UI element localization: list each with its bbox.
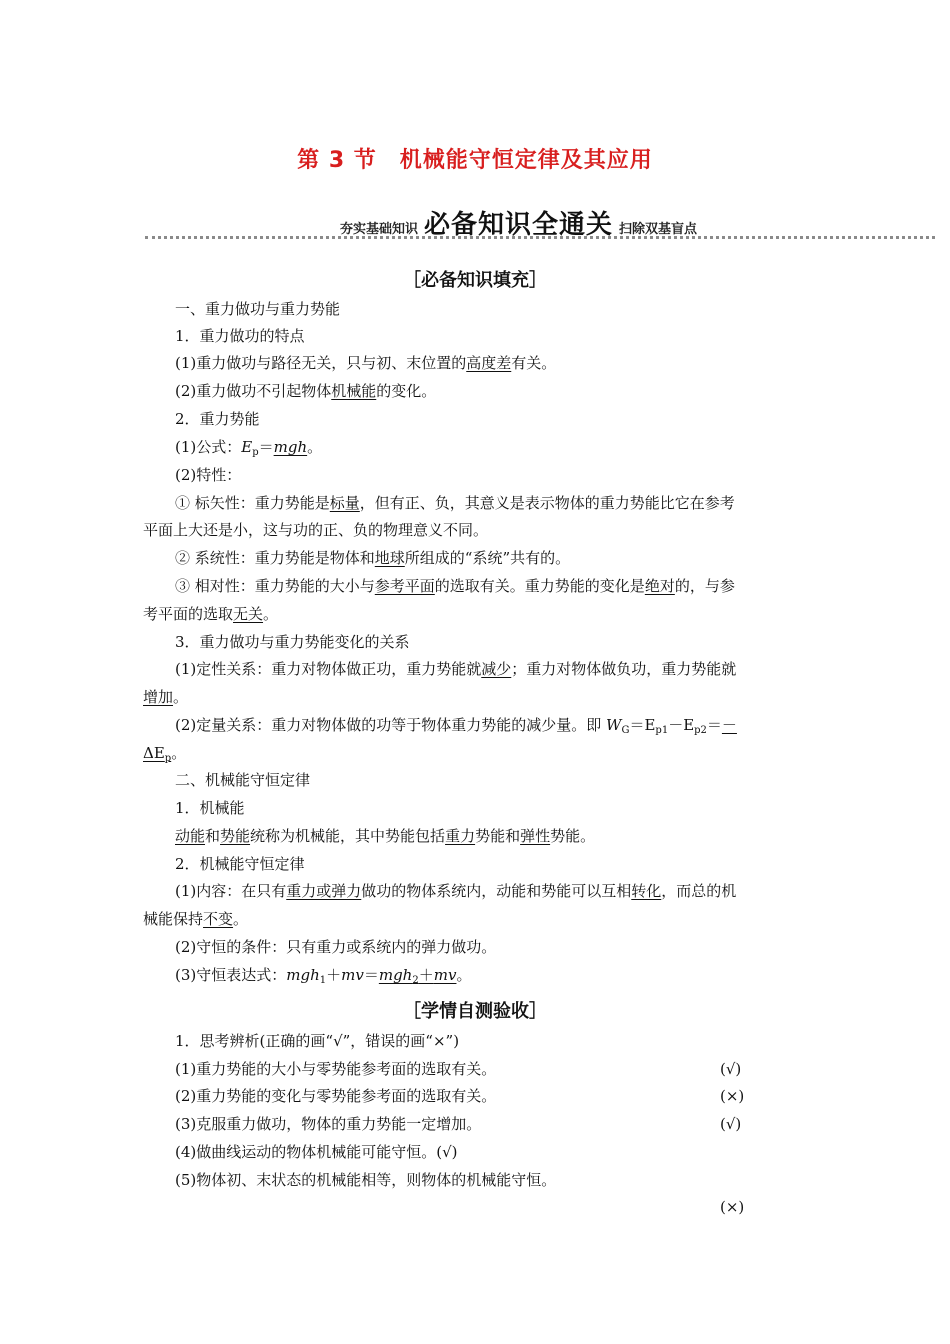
text-line: (2)重力做功不引起物体机械能的变化。 [175, 382, 437, 400]
page-title: 第 3 节 机械能守恒定律及其应用 [297, 148, 653, 173]
banner-center: 必备知识全通关 [424, 210, 614, 240]
heading-gravity-work: 一、重力做功与重力势能 [175, 300, 341, 318]
text-line: ② 系统性：重力势能是物体和地球所组成的“系统”共有的。 [175, 549, 571, 567]
banner-right: 扫除双基盲点 [619, 222, 698, 237]
question-heading: 1．思考辨析(正确的画“√”，错误的画“×”) [175, 1032, 460, 1050]
text-line: 动能和势能统称为机械能，其中势能包括重力势能和弹性势能。 [175, 827, 596, 845]
subheading-mechanical-energy: 1．机械能 [175, 799, 245, 817]
heading-conservation-law: 二、机械能守恒定律 [175, 771, 311, 789]
text-line: (2)守恒的条件：只有重力或系统内的弹力做功。 [175, 938, 497, 956]
list-item: (1)重力势能的大小与零势能参考面的选取有关。 [175, 1060, 497, 1078]
banner [0, 204, 950, 238]
text-line: (1)重力做功与路径无关，只与初、末位置的高度差有关。 [175, 354, 557, 372]
text-line: $\Delta E_p$。 [143, 744, 187, 764]
text-line: ① 标矢性：重力势能是标量，但有正、负，其意义是表示物体的重力势能比它在参考 [175, 494, 735, 512]
text-line: (3)守恒表达式：mgh$_1$＋mv＝mgh$_2$＋mv。 [175, 966, 472, 986]
subheading-potential-energy: 2．重力势能 [175, 410, 260, 428]
text-line: (1)公式：$E_p=mgh$。 [175, 438, 323, 458]
text-line: ③ 相对性：重力势能的大小与参考平面的选取有关。重力势能的变化是绝对的，与参 [175, 577, 735, 595]
section-heading-self-test: ［学情自测验收］ [403, 1001, 547, 1022]
subheading-work-energy-relation: 3．重力做功与重力势能变化的关系 [175, 633, 410, 651]
answer-mark: (×) [720, 1198, 745, 1216]
answer-mark: (√) [720, 1115, 742, 1133]
banner-left: 夯实基础知识 [340, 222, 419, 237]
subheading-gravity-work-features: 1．重力做功的特点 [175, 327, 305, 345]
text-line: 平面上大还是小，这与功的正、负的物理意义不同。 [143, 521, 489, 539]
text-line: (2)定量关系：重力对物体做的功等于物体重力势能的减少量。即 $W_G=E_{p1}-E_{p2}=-$ [175, 716, 737, 736]
list-item: (3)克服重力做功，物体的重力势能一定增加。 [175, 1115, 482, 1133]
text-line: 械能保持不变。 [143, 910, 249, 928]
text-line: 增加。 [143, 688, 189, 706]
list-item: (5)物体初、末状态的机械能相等，则物体的机械能守恒。 [175, 1171, 557, 1189]
subheading-conservation-law: 2．机械能守恒定律 [175, 855, 305, 873]
dotted-divider [145, 236, 935, 239]
text-line: (1)内容：在只有重力或弹力做功的物体系统内，动能和势能可以互相转化，而总的机 [175, 882, 737, 900]
answer-mark: (√) [720, 1060, 742, 1078]
text-line: (1)定性关系：重力对物体做正功，重力势能就减少；重力对物体做负功，重力势能就 [175, 660, 737, 678]
answer-mark: (×) [720, 1087, 745, 1105]
text-line: (2)特性： [175, 466, 242, 484]
text-line: 考平面的选取无关。 [143, 605, 279, 623]
section-heading-knowledge: ［必备知识填充］ [403, 270, 547, 291]
list-item: (2)重力势能的变化与零势能参考面的选取有关。 [175, 1087, 497, 1105]
list-item: (4)做曲线运动的物体机械能可能守恒。(√) [175, 1143, 458, 1161]
